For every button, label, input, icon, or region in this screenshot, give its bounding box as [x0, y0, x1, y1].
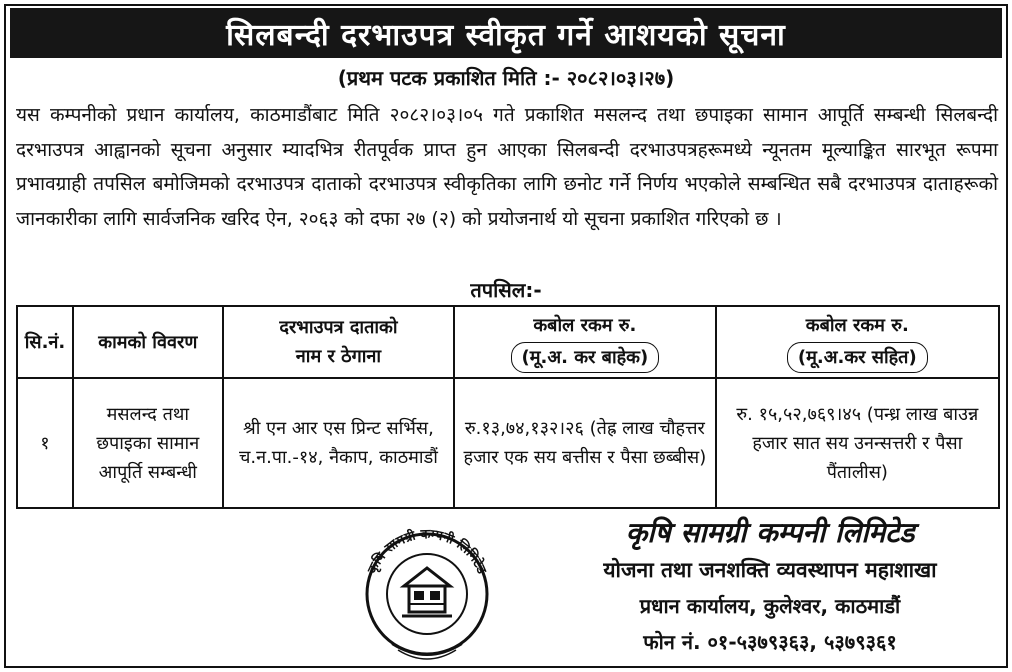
header-amount-excluding-vat: [454, 306, 715, 378]
department-name: योजना तथा जनशक्ति व्यवस्थापन महाशाखा: [603, 558, 937, 582]
table-row: [17, 378, 999, 508]
header-bidder-line2: नाम र ठेगाना: [295, 346, 382, 367]
header-bidder: [223, 306, 455, 378]
notice-body: यस कम्पनीको प्रधान कार्यालय, काठमाडौंबाट मिति २०८२।०३।०५ गते प्रकाशित मसलन्द तथा छपाइका सामान आपूर्ति सम्बन्धी सिलबन्दी दरभाउपत्र आह्वानको सूचना अनुसार म्यादभित्र रीतपूर्वक प्राप्त हुन आएका सिलबन्दी दरभाउपत्रहरूमध्ये न्यूनतम मूल्याङ्कित सारभूत रूपमा प्रभावग्राही तपसिल बमोजिमको दरभाउपत्र दाताको दरभाउपत्र स्वीकृतिका लागि छनोट गर्ने निर्णय भएकोले सम्बन्धित सबै दरभाउपत्र दाताहरूको जानकारीका लागि सार्वजनिक खरिद ऐन, २०६३ को दफा २७ (२) को प्रयोजनार्थ यो सूचना प्रकाशित गरिएको छ ।: [16, 104, 998, 230]
header-amount-inc-line1: कबोल रकम रु.: [805, 315, 909, 336]
company-seal-logo: [352, 516, 502, 666]
bid-table: [16, 305, 1000, 509]
cell-work-description: मसलन्द तथा छपाइका सामान आपूर्ति सम्बन्धी: [73, 378, 223, 508]
header-amount-ex-line1: कबोल रकम रु.: [533, 315, 637, 336]
organization-block: [540, 514, 1000, 660]
cell-bidder: श्री एन आर एस प्रिन्ट सर्भिस, च.न.पा.-१४, नैकाप, काठमाडौं: [223, 378, 455, 508]
cell-serial-number: १: [17, 378, 73, 508]
header-work-description: कामको विवरण: [73, 306, 223, 378]
seal-graphic: [352, 516, 502, 666]
header-serial-number: सि.नं.: [17, 306, 73, 378]
company-name: कृषि सामग्री कम्पनी लिमिटेड: [625, 516, 915, 549]
table-header-row: [17, 306, 999, 378]
header-bidder-line1: दरभाउपत्र दाताको: [279, 317, 398, 338]
notice-title: सिलबन्दी दरभाउपत्र स्वीकृत गर्ने आशयको सूचना: [10, 8, 1002, 58]
header-amount-ex-line2: (मू.अ. कर बाहेक): [511, 342, 660, 373]
office-address: प्रधान कार्यालय, कुलेश्वर, काठमाडौं: [639, 594, 901, 618]
phone-numbers: फोन नं. ०१-५३७९३६३, ५३७९३६१: [643, 630, 897, 654]
header-amount-including-vat: [716, 306, 999, 378]
schedule-heading: तपसिल:-: [470, 278, 542, 302]
header-amount-inc-line2: (मू.अ.कर सहित): [787, 342, 928, 373]
cell-amount-excluding-vat: रु.१३,७४,१३२।२६ (तेह्र लाख चौहत्तर हजार एक सय बत्तीस र पैसा छब्बीस): [454, 378, 715, 508]
published-date: (प्रथम पटक प्रकाशित मिति :- २०८२।०३।२७): [337, 66, 675, 90]
cell-amount-including-vat: रु. १५,५२,७६९।४५ (पन्ध्र लाख बाउन्न हजार सात सय उनन्सत्तरी र पैसा पैंतालीस): [716, 378, 999, 508]
seal-text: कृषि सामग्री कम्पनी लिमिटेड: [365, 527, 489, 577]
